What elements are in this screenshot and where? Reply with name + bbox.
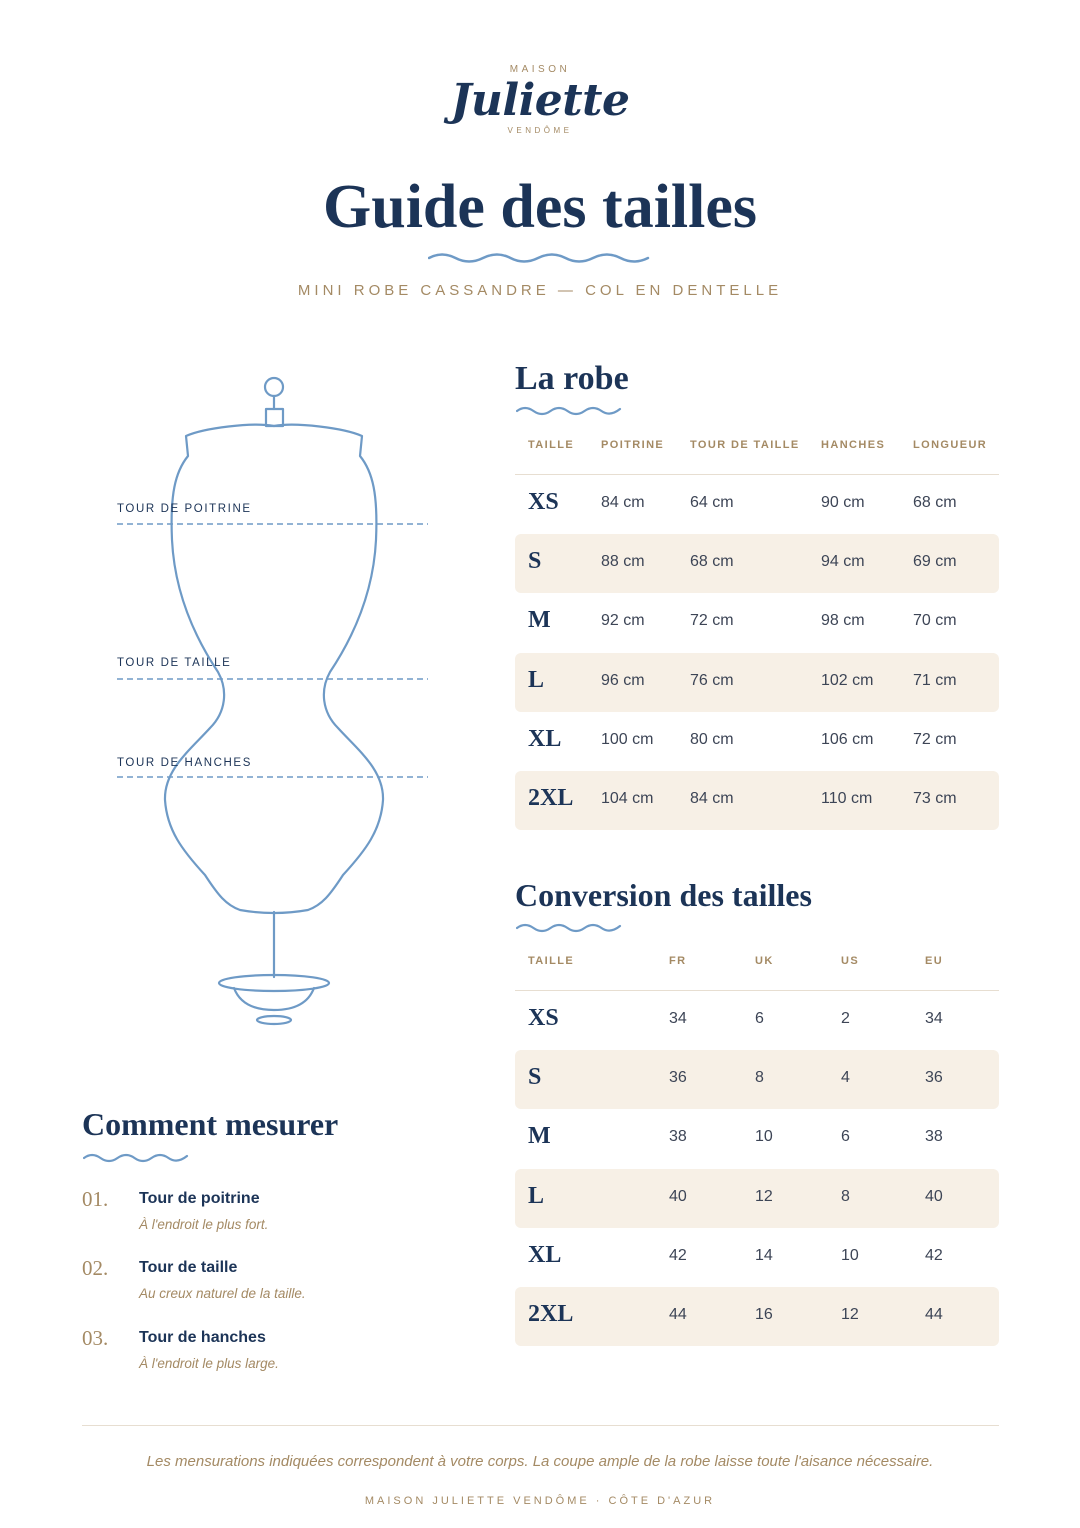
table-cell: 70 cm [913, 612, 957, 630]
size-cell: L [528, 1182, 545, 1209]
mannequin-illustration [100, 370, 440, 1030]
hips-label: TOUR DE HANCHES [117, 757, 252, 769]
step-description: À l'endroit le plus large. [139, 1356, 279, 1371]
column-header: FR [669, 955, 687, 967]
table-cell: 2 [841, 1010, 850, 1027]
column-header: TOUR DE TAILLE [690, 439, 800, 451]
table-cell: 44 [669, 1305, 687, 1323]
table-cell: 10 [841, 1246, 859, 1264]
step-title: Tour de hanches [139, 1329, 266, 1346]
table-cell: 36 [925, 1069, 943, 1087]
footer-note: Les mensurations indiquées correspondent à votre corps. La coupe ample de la robe laisse toute l'aisance nécessaire. [146, 1453, 934, 1470]
table-cell: 38 [669, 1128, 687, 1146]
size-cell: 2XL [528, 784, 574, 811]
table-cell: 96 cm [601, 671, 645, 689]
table-cell: 38 [925, 1128, 943, 1146]
table-cell: 44 [925, 1305, 943, 1323]
column-header: HANCHES [821, 439, 886, 451]
table-header [515, 425, 999, 475]
table-cell: 42 [925, 1246, 943, 1264]
table-row [515, 653, 999, 712]
column-header: LONGUEUR [913, 439, 988, 451]
brand-top-text: MAISON [509, 64, 571, 75]
table-cell: 12 [841, 1305, 859, 1323]
table-cell: 6 [755, 1010, 764, 1027]
page-title: Guide des tailles [322, 173, 758, 241]
step-title: Tour de poitrine [139, 1190, 260, 1207]
mannequin-neck-icon [266, 409, 283, 426]
table-header [515, 941, 999, 991]
table-cell: 106 cm [821, 730, 874, 748]
table-row [515, 1228, 999, 1287]
bust-label: TOUR DE POITRINE [117, 503, 252, 515]
table-cell: 76 cm [690, 671, 734, 689]
table-cell: 34 [669, 1010, 687, 1027]
table-cell: 90 cm [821, 494, 865, 511]
footer-brand: MAISON JULIETTE VENDÔME · CÔTE D'AZUR [364, 1495, 716, 1507]
step-number: 02. [82, 1256, 109, 1280]
table-cell: 16 [755, 1305, 773, 1323]
dress-title-wave [516, 404, 622, 418]
table-cell: 110 cm [821, 789, 873, 807]
size-cell: L [528, 666, 545, 693]
table-cell: 8 [841, 1187, 850, 1205]
how-to-title-wave [83, 1151, 189, 1165]
table-cell: 72 cm [690, 612, 734, 630]
table-cell: 8 [755, 1069, 764, 1087]
table-cell: 12 [755, 1187, 773, 1205]
table-cell: 68 cm [690, 553, 734, 571]
table-cell: 84 cm [690, 789, 734, 807]
table-row [515, 1169, 999, 1228]
mannequin-knob-icon [265, 378, 283, 396]
step-number: 01. [82, 1187, 109, 1211]
table-cell: 88 cm [601, 553, 645, 571]
table-cell: 10 [755, 1128, 773, 1146]
table-cell: 84 cm [601, 494, 645, 511]
table-cell: 73 cm [913, 789, 957, 807]
step-description: Au creux naturel de la taille. [139, 1286, 306, 1301]
conversion-table-title: Conversion des tailles [515, 877, 812, 913]
table-cell: 6 [841, 1128, 850, 1146]
step-number: 03. [82, 1326, 109, 1350]
footer-divider [82, 1425, 999, 1426]
table-row [515, 475, 999, 534]
brand-logo [0, 64, 1080, 135]
table-cell: 14 [755, 1246, 773, 1264]
size-cell: XS [528, 1005, 559, 1031]
table-row [515, 534, 999, 593]
size-cell: XL [528, 1241, 562, 1268]
table-row [515, 1109, 999, 1168]
size-conversion-table [515, 941, 999, 1346]
table-cell: 42 [669, 1246, 687, 1264]
size-cell: M [528, 1123, 551, 1150]
table-row [515, 771, 999, 830]
dress-table-title: La robe [515, 360, 629, 397]
column-header: US [841, 955, 860, 967]
column-header: EU [925, 955, 944, 967]
table-cell: 102 cm [821, 671, 874, 689]
table-row [515, 593, 999, 652]
table-row [515, 1287, 999, 1346]
brand-bottom-text: VENDÔME [507, 126, 573, 135]
table-cell: 68 cm [913, 494, 957, 511]
conversion-title-wave [516, 921, 622, 935]
table-cell: 71 cm [913, 671, 957, 689]
size-cell: XS [528, 489, 559, 515]
table-cell: 36 [669, 1069, 687, 1087]
table-cell: 80 cm [690, 730, 734, 748]
brand-name: Juliette [450, 75, 630, 126]
table-cell: 40 [925, 1187, 943, 1205]
table-cell: 100 cm [601, 730, 654, 748]
title-wave-ornament [428, 250, 650, 266]
dress-size-table [515, 425, 999, 830]
table-row [515, 1050, 999, 1109]
waist-label: TOUR DE TAILLE [117, 657, 232, 669]
table-cell: 72 cm [913, 730, 957, 748]
table-cell: 34 [925, 1010, 943, 1027]
table-cell: 4 [841, 1069, 850, 1087]
column-header: UK [755, 955, 774, 967]
column-header: POITRINE [601, 439, 665, 451]
table-row [515, 991, 999, 1050]
column-header: TAILLE [528, 439, 575, 451]
table-row [515, 712, 999, 771]
how-to-title: Comment mesurer [82, 1106, 339, 1142]
size-cell: S [528, 1064, 542, 1091]
step-title: Tour de taille [139, 1259, 238, 1276]
table-cell: 69 cm [913, 553, 957, 571]
table-cell: 104 cm [601, 789, 654, 807]
column-header: TAILLE [528, 955, 575, 967]
table-cell: 92 cm [601, 612, 645, 630]
step-description: À l'endroit le plus fort. [139, 1217, 269, 1232]
size-cell: S [528, 548, 542, 575]
table-cell: 98 cm [821, 612, 865, 630]
size-cell: M [528, 607, 551, 634]
size-cell: XL [528, 725, 562, 752]
size-cell: 2XL [528, 1300, 574, 1327]
table-cell: 40 [669, 1187, 687, 1205]
table-cell: 94 cm [821, 553, 865, 571]
table-cell: 64 cm [690, 494, 734, 511]
page-subtitle: MINI ROBE CASSANDRE — COL EN DENTELLE [297, 282, 783, 299]
